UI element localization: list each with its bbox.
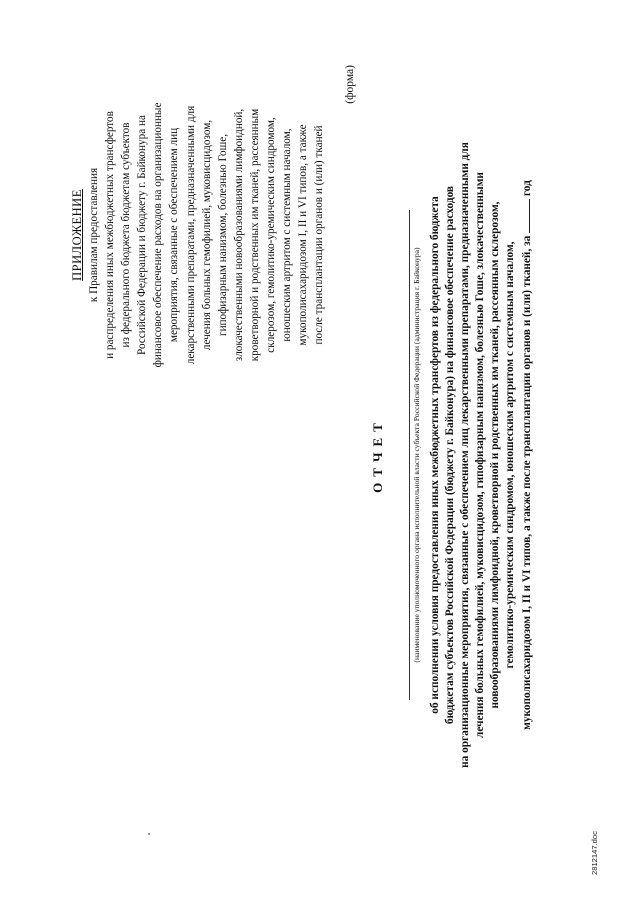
appendix-block xyxy=(68,85,327,385)
appendix-line: к Правилам предоставления xyxy=(88,167,100,303)
appendix-line: Российской Федерации и бюджету г. Байконура на xyxy=(136,115,149,355)
scan-speck xyxy=(148,833,150,835)
appendix-line: мукополисахаридозом I, II и VI типов, а также xyxy=(297,124,310,346)
appendix-line: юношеским артритом с системным началом, xyxy=(281,128,294,342)
appendix-line: после трансплантации органов и (или) тканей xyxy=(313,125,326,345)
appendix-line: лечения больных гемофилией, муковисцидозом, xyxy=(200,119,213,351)
appendix-line: лекарственными препаратами, предназначенными для xyxy=(184,105,197,365)
appendix-line: кроветворной и родственных им тканей, рассеянным xyxy=(248,108,261,362)
appendix-title: ПРИЛОЖЕНИЕ xyxy=(70,189,84,281)
report-subject xyxy=(428,65,535,845)
form-note: (форма) xyxy=(344,65,356,104)
report-last-line-text: мукополисахаридозом I, II и VI типов, а также после трансплантации органов и (или) тканей, за xyxy=(520,235,533,730)
report-line: лечения больных гемофилией, муковисцидозом, гипофизарным нанизмом, болезнью Гоше, злокачественными xyxy=(474,172,487,738)
report-line: об исполнении условия предоставления иных межбюджетных трансфертов из федерального бюджета xyxy=(429,196,441,714)
appendix-line: мероприятия, связанные с обеспечением лиц xyxy=(168,127,181,343)
report-last-line xyxy=(519,65,535,845)
appendix-line: злокачественными новообразованиями лимфоидной, xyxy=(232,108,245,362)
report-line: новообразованиями лимфоидной, кроветворной и родственных им тканей, рассеянным склерозом, xyxy=(489,201,502,709)
appendix-line: финансовое обеспечение расходов на организационные xyxy=(152,102,165,368)
organization-blank-line xyxy=(403,210,410,700)
report-line: гемолитико-уремическим синдромом, юношеским артритом с системным началом, xyxy=(504,241,517,669)
organization-caption: (наименование уполномоченного органа исполнительной власти субъекта Российской Федерации (администрация г. Байконура) xyxy=(412,247,421,663)
appendix-line: и распределения иных межбюджетных трансфертов xyxy=(104,111,117,359)
document-id: 2812147.doc xyxy=(590,831,599,875)
year-blank xyxy=(519,199,530,233)
report-line: бюджетам субъектов Российской Федерации (бюджету г. Байконура) на финансовое обеспечение расходов xyxy=(444,185,457,725)
report-title: ОТЧЕТ xyxy=(370,417,385,493)
appendix-line: гипофизарным нанизмом, болезнью Гоше, xyxy=(216,134,229,337)
appendix-line: склерозом, гемолитико-уремическим синдромом, xyxy=(265,117,278,353)
year-label: год xyxy=(520,180,533,197)
appendix-line: из федерального бюджета бюджетам субъектов xyxy=(120,122,133,348)
report-line: на организационные мероприятия, связанные с обеспечением лиц лекарственными препаратами, предназначенными для xyxy=(459,142,472,768)
